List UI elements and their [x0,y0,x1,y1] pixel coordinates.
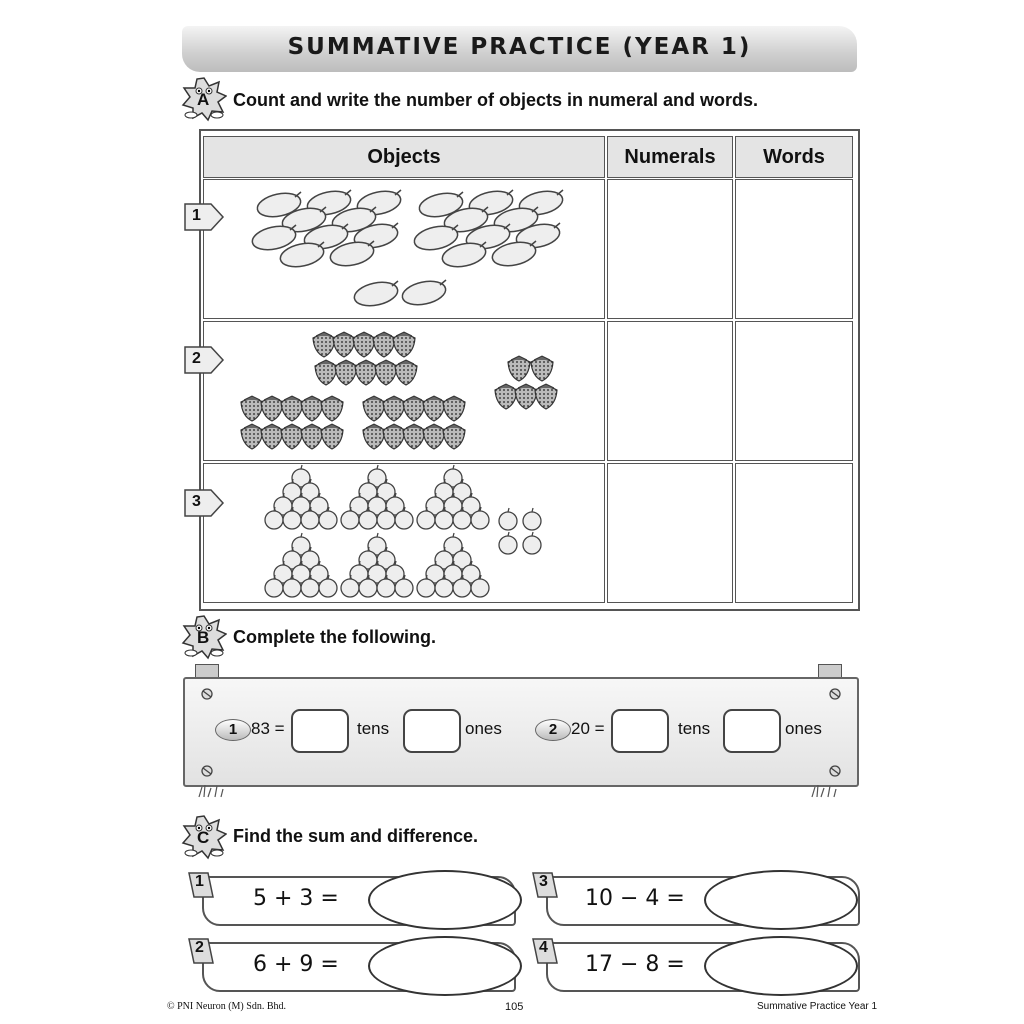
place-value-board [183,677,859,787]
ones-answer-box-2[interactable] [723,709,781,753]
grass-right [808,783,848,799]
section-b-letter: B [197,628,210,647]
board-item-1-tag: 1 [215,719,251,741]
mango-group [204,180,604,318]
words-answer-2[interactable] [735,321,853,461]
objects-cell-2 [203,321,605,461]
sum-tag-4-label: 4 [539,939,548,956]
words-answer-1[interactable] [735,179,853,319]
sum-expr-3: 10 − 4 = [585,886,685,911]
sum-tag-1 [186,870,216,900]
numeral-answer-1[interactable] [607,179,733,319]
row-tag-2-label: 2 [192,350,201,367]
board-item-2-expr: 20 = [571,719,605,738]
tens-label-1: tens [357,719,390,738]
objects-cell-3 [203,463,605,603]
sum-answer-oval-2[interactable] [368,936,522,996]
footer-copyright: © PNI Neuron (M) Sdn. Bhd. [167,1001,286,1012]
sum-expr-1: 5 + 3 = [253,886,339,911]
page-title: SUMMATIVE PRACTICE (YEAR 1) [287,34,752,60]
numeral-answer-3[interactable] [607,463,733,603]
section-c-letter: C [197,828,210,847]
footer-book-title: Summative Practice Year 1 [757,1001,878,1012]
sum-answer-oval-3[interactable] [704,870,858,930]
row-tag-2 [183,345,225,375]
row-tag-3-label: 3 [192,493,201,510]
grass-left [195,783,235,799]
section-a-letter: A [197,90,210,109]
sum-answer-oval-4[interactable] [704,936,858,996]
objects-cell-1 [203,179,605,319]
tens-answer-box-2[interactable] [611,709,669,753]
section-a-badge [181,76,227,122]
sum-tag-2 [186,936,216,966]
apple-group [204,464,604,602]
numeral-answer-2[interactable] [607,321,733,461]
sum-tag-2-label: 2 [195,939,204,956]
sum-expr-2: 6 + 9 = [253,952,339,977]
sum-tag-4 [530,936,560,966]
board-item-2-tag: 2 [535,719,571,741]
col-header-words: Words [735,136,853,178]
strawberry-group [204,322,604,460]
ones-label-1: ones [465,719,502,738]
footer-page-number: 105 [505,1001,524,1013]
section-c-instruction: Find the sum and difference. [233,826,479,846]
sum-tag-3 [530,870,560,900]
sum-tag-1-label: 1 [195,873,204,890]
ones-answer-box-1[interactable] [403,709,461,753]
section-b-badge [181,614,227,660]
tens-answer-box-1[interactable] [291,709,349,753]
ones-label-2: ones [785,719,822,738]
col-header-numerals: Numerals [607,136,733,178]
words-answer-3[interactable] [735,463,853,603]
tens-label-2: tens [678,719,711,738]
sum-tag-3-label: 3 [539,873,548,890]
section-a-instruction: Count and write the number of objects in numeral and words. [233,90,759,110]
sum-answer-oval-1[interactable] [368,870,522,930]
counting-table [199,129,860,611]
row-tag-3 [183,488,225,518]
row-tag-1-label: 1 [192,207,201,224]
board-item-1-expr: 83 = [251,719,285,738]
section-b-instruction: Complete the following. [233,627,436,647]
sum-expr-4: 17 − 8 = [585,952,685,977]
col-header-objects: Objects [203,136,605,178]
row-tag-1 [183,202,225,232]
section-c-badge [181,814,227,860]
